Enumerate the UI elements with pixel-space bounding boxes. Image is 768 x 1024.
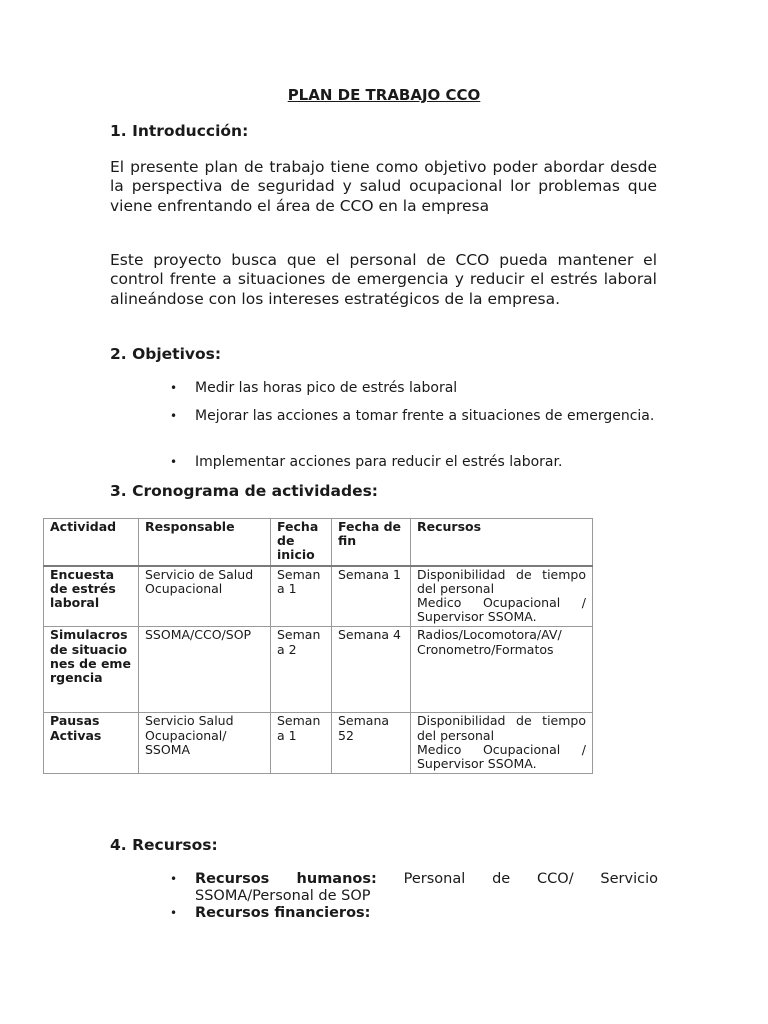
column-header: Fecha de fin — [332, 519, 411, 566]
column-header: Fecha de inicio — [271, 519, 332, 566]
start-date-cell: Semana 1 — [271, 566, 332, 627]
schedule-heading: 3. Cronograma de actividades: — [110, 482, 379, 500]
resources-cell: Disponibilidad de tiempo del personal Medico Ocupacional / Supervisor SSOMA. — [411, 566, 593, 627]
table-row — [44, 713, 593, 774]
end-date-cell: Semana 52 — [332, 713, 411, 774]
activity-cell: Simulacros de situaciones de emergencia — [44, 627, 139, 713]
resource-item — [110, 905, 657, 922]
end-date-cell: Semana 1 — [332, 566, 411, 627]
column-header: Responsable — [139, 519, 271, 566]
resource-text: Personal de CCO/ Servicio SSOMA/Personal de SOP — [195, 871, 658, 904]
objective-item: • Implementar acciones para reducir el estrés laborar. — [170, 454, 563, 470]
responsible-cell: Servicio de Salud Ocupacional — [139, 566, 271, 627]
resources-heading: 4. Recursos: — [110, 836, 218, 854]
intro-paragraph-1: El presente plan de trabajo tiene como objetivo poder abordar desde la perspectiva de seguridad y salud ocupacional lor problemas que viene enfrentando el área de CCO en la empresa — [110, 158, 657, 215]
resource-label: Recursos financieros: — [195, 905, 371, 921]
responsible-cell: Servicio Salud Ocupacional/ SSOMA — [139, 713, 271, 774]
start-date-cell: Semana 1 — [271, 713, 332, 774]
resource-item — [110, 871, 657, 905]
intro-heading: 1. Introducción: — [110, 122, 249, 140]
bullet-icon: • — [170, 872, 178, 886]
objective-item: • Mejorar las acciones a tomar frente a situaciones de emergencia. — [170, 408, 655, 424]
intro-paragraph-2: Este proyecto busca que el personal de CCO pueda mantener el control frente a situaciones de emergencia y reducir el estrés laboral alineándose con los intereses estratégicos de la empresa. — [110, 251, 657, 308]
objectives-heading: 2. Objetivos: — [110, 345, 222, 363]
resources-cell: Disponibilidad de tiempo del personal Medico Ocupacional / Supervisor SSOMA. — [411, 713, 593, 774]
resource-label: Recursos humanos: — [195, 871, 377, 887]
objective-item: • Medir las horas pico de estrés laboral — [170, 380, 458, 396]
resources-cell: Radios/Locomotora/AV/ Cronometro/Formatos — [411, 627, 593, 713]
table-header-row — [44, 519, 593, 566]
bullet-icon: • — [170, 409, 178, 423]
schedule-table — [43, 518, 593, 774]
bullet-icon: • — [170, 906, 178, 920]
table-row — [44, 566, 593, 627]
table-row — [44, 627, 593, 713]
end-date-cell: Semana 4 — [332, 627, 411, 713]
document-title: PLAN DE TRABAJO CCO — [287, 86, 481, 104]
start-date-cell: Semana 2 — [271, 627, 332, 713]
column-header: Recursos — [411, 519, 593, 566]
activity-cell: Pausas Activas — [44, 713, 139, 774]
activity-cell: Encuesta de estrés laboral — [44, 566, 139, 627]
bullet-icon: • — [170, 455, 178, 469]
bullet-icon: • — [170, 381, 178, 395]
responsible-cell: SSOMA/CCO/SOP — [139, 627, 271, 713]
column-header: Actividad — [44, 519, 139, 566]
